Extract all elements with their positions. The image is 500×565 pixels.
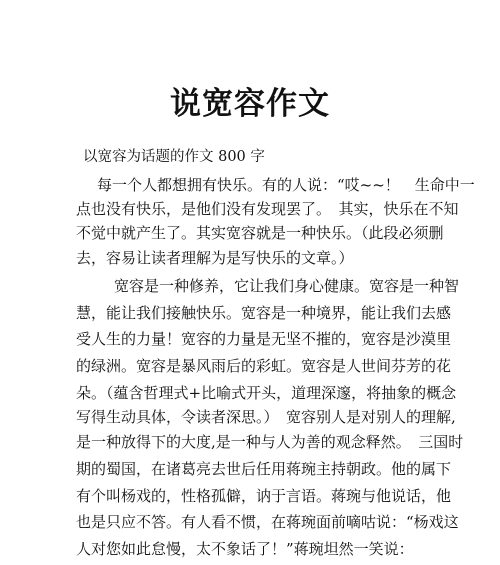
text-line-10: 写得生动具体，令读者深思。） 宽容别人是对别人的理解, bbox=[76, 408, 456, 426]
text-line-5: 宽容是一种修养，它让我们身心健康。宽容是一种智 bbox=[114, 277, 460, 295]
text-line-3: 不觉中就产生了。其实宽容就是一种快乐。（此段必须删 bbox=[76, 224, 444, 242]
text-line-7: 受人生的力量！宽容的力量是无坚不摧的，宽容是沙漠里 bbox=[76, 330, 452, 348]
text-line-1: 每一个人都想拥有快乐。有的人说：“哎~~！ 生命中一 bbox=[97, 176, 475, 194]
text-line-2: 点也没有快乐，是他们没有发现罢了。 其实，快乐在不知 bbox=[76, 200, 459, 218]
text-line-14: 也是只应不答。有人看不惯，在蒋琬面前嘀咕说：“杨戏这 bbox=[76, 513, 459, 531]
page-title: 说宽容作文 bbox=[170, 86, 330, 122]
text-line-15: 人对您如此怠慢，太不象话了！”蒋琬坦然一笑说： bbox=[76, 540, 414, 558]
text-line-4: 去，容易让读者理解为是写快乐的文章。） bbox=[76, 249, 354, 267]
text-line-12: 期的蜀国，在诸葛亮去世后任用蒋琬主持朝政。他的属下 bbox=[76, 460, 452, 478]
text-line-11: 是一种放得下的大度,是一种与人为善的观念释然。 三国时 bbox=[76, 433, 464, 451]
text-line-13: 有个叫杨戏的，性格孤僻，讷于言语。蒋琬与他说话，他 bbox=[76, 487, 452, 505]
text-line-9: 朵。（蕴含哲理式+比喻式开头，道理深邃，将抽象的概念 bbox=[76, 384, 457, 402]
text-line-6: 慧，能让我们接触快乐。宽容是一种境界，能让我们去感 bbox=[76, 304, 452, 322]
text-line-8: 的绿洲。宽容是暴风雨后的彩虹。宽容是人世间芬芳的花 bbox=[76, 357, 452, 375]
subtitle: 以宽容为话题的作文 800 字 bbox=[83, 149, 265, 165]
